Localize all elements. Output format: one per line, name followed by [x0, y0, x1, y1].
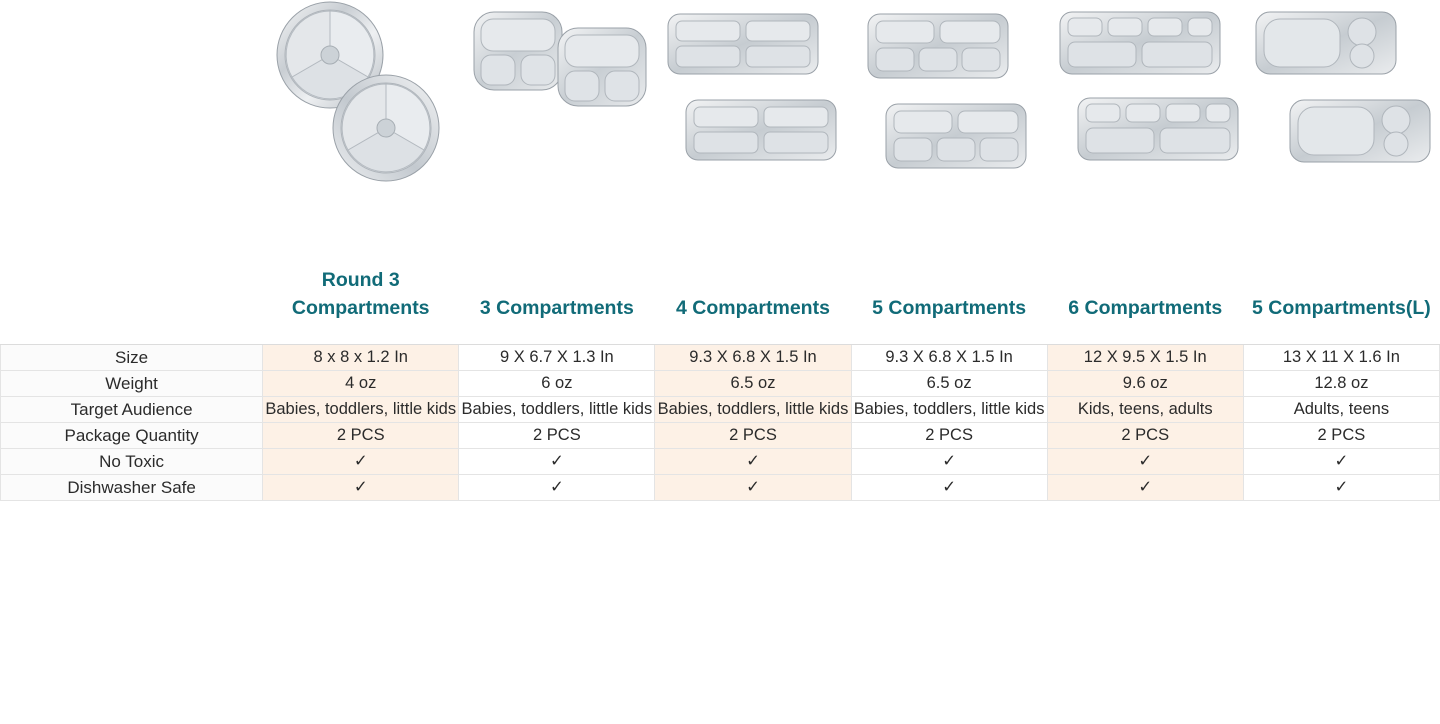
table-row	[1, 397, 1440, 423]
row-label-package-quantity: Package Quantity	[1, 423, 263, 449]
row-label-weight: Weight	[1, 371, 263, 397]
column-header-round-3-compartments: Round 3 Compartments	[263, 252, 459, 345]
row-label-size: Size	[1, 345, 263, 371]
4-compartment-illustration	[660, 0, 850, 200]
5-compartment-illustration	[856, 0, 1046, 200]
cell-audience-5compl: Adults, teens	[1243, 397, 1439, 423]
cell-notoxic-round3: ✓	[263, 449, 459, 475]
cell-weight-round3: 4 oz	[263, 371, 459, 397]
cell-weight-6comp: 9.6 oz	[1047, 371, 1243, 397]
column-header-4-compartments: 4 Compartments	[655, 252, 851, 345]
comparison-table-wrapper	[0, 252, 1440, 501]
comparison-table	[0, 252, 1440, 501]
cell-dishwasher-3comp: ✓	[459, 475, 655, 501]
row-label-no-toxic: No Toxic	[1, 449, 263, 475]
cell-notoxic-6comp: ✓	[1047, 449, 1243, 475]
product-image-5-compartments	[856, 0, 1046, 200]
product-image-4-compartments	[660, 0, 850, 200]
cell-size-5compl: 13 X 11 X 1.6 In	[1243, 345, 1439, 371]
cell-audience-3comp: Babies, toddlers, little kids	[459, 397, 655, 423]
cell-weight-5compl: 12.8 oz	[1243, 371, 1439, 397]
6-compartment-illustration	[1050, 0, 1250, 200]
cell-quantity-round3: 2 PCS	[263, 423, 459, 449]
product-image-6-compartments	[1050, 0, 1250, 200]
cell-notoxic-5compl: ✓	[1243, 449, 1439, 475]
cell-audience-round3: Babies, toddlers, little kids	[263, 397, 459, 423]
cell-quantity-5comp: 2 PCS	[851, 423, 1047, 449]
cell-quantity-3comp: 2 PCS	[459, 423, 655, 449]
cell-dishwasher-6comp: ✓	[1047, 475, 1243, 501]
cell-dishwasher-5compl: ✓	[1243, 475, 1439, 501]
table-row	[1, 371, 1440, 397]
table-corner-cell	[1, 252, 263, 345]
cell-notoxic-5comp: ✓	[851, 449, 1047, 475]
cell-audience-5comp: Babies, toddlers, little kids	[851, 397, 1047, 423]
table-row	[1, 423, 1440, 449]
product-image-3-compartments	[466, 0, 656, 200]
cell-weight-3comp: 6 oz	[459, 371, 655, 397]
product-image-5-compartments-large	[1252, 0, 1440, 200]
table-row	[1, 449, 1440, 475]
column-header-5-compartments-large: 5 Compartments(L)	[1243, 252, 1439, 345]
table-header-row	[1, 252, 1440, 345]
cell-quantity-6comp: 2 PCS	[1047, 423, 1243, 449]
cell-notoxic-4comp: ✓	[655, 449, 851, 475]
cell-weight-5comp: 6.5 oz	[851, 371, 1047, 397]
cell-audience-6comp: Kids, teens, adults	[1047, 397, 1243, 423]
table-row	[1, 475, 1440, 501]
row-label-dishwasher-safe: Dishwasher Safe	[1, 475, 263, 501]
column-header-5-compartments: 5 Compartments	[851, 252, 1047, 345]
table-row	[1, 345, 1440, 371]
cell-size-round3: 8 x 8 x 1.2 In	[263, 345, 459, 371]
cell-size-6comp: 12 X 9.5 X 1.5 In	[1047, 345, 1243, 371]
cell-dishwasher-4comp: ✓	[655, 475, 851, 501]
cell-size-5comp: 9.3 X 6.8 X 1.5 In	[851, 345, 1047, 371]
row-label-target-audience: Target Audience	[1, 397, 263, 423]
5-compartment-large-illustration	[1252, 0, 1440, 200]
product-image-round-3-compartments	[258, 0, 468, 200]
column-header-3-compartments: 3 Compartments	[459, 252, 655, 345]
cell-dishwasher-5comp: ✓	[851, 475, 1047, 501]
cell-size-3comp: 9 X 6.7 X 1.3 In	[459, 345, 655, 371]
cell-quantity-4comp: 2 PCS	[655, 423, 851, 449]
cell-notoxic-3comp: ✓	[459, 449, 655, 475]
cell-dishwasher-round3: ✓	[263, 475, 459, 501]
product-image-strip	[0, 0, 1440, 248]
column-header-6-compartments: 6 Compartments	[1047, 252, 1243, 345]
3-compartment-illustration	[466, 0, 656, 200]
round-3-compartment-illustration	[258, 0, 468, 200]
cell-size-4comp: 9.3 X 6.8 X 1.5 In	[655, 345, 851, 371]
cell-audience-4comp: Babies, toddlers, little kids	[655, 397, 851, 423]
cell-quantity-5compl: 2 PCS	[1243, 423, 1439, 449]
cell-weight-4comp: 6.5 oz	[655, 371, 851, 397]
